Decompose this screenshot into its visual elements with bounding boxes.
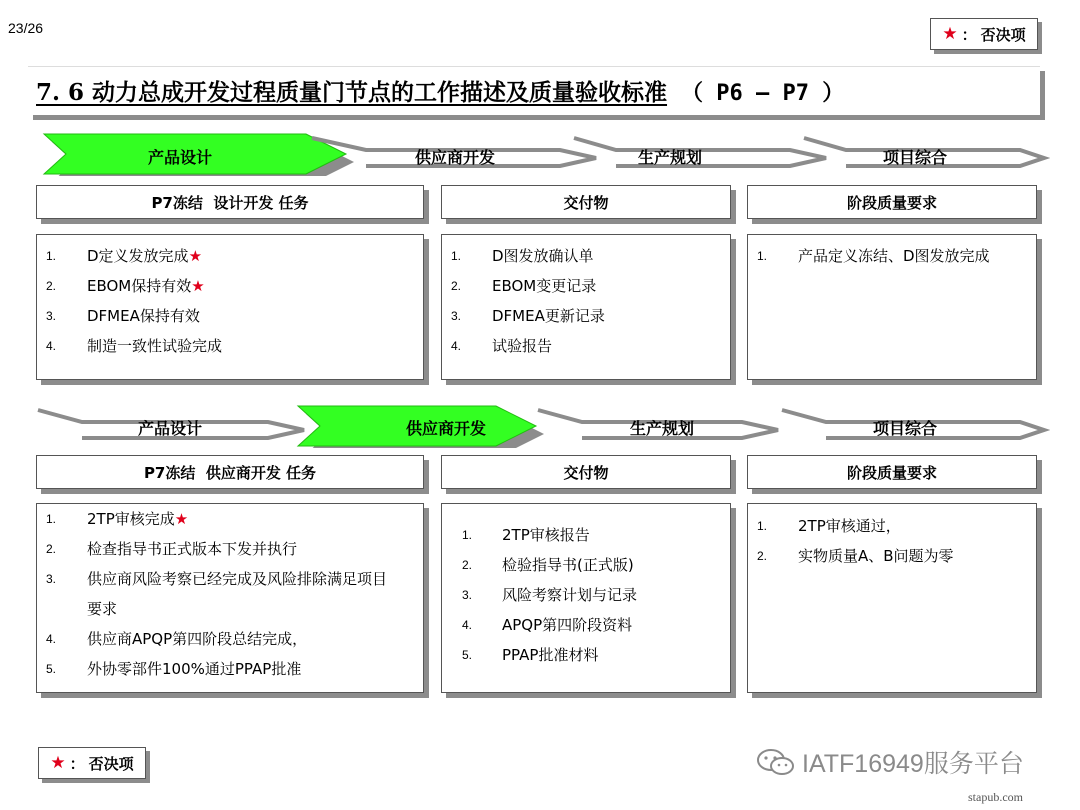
deliverables-header-1: 交付物 (441, 185, 731, 219)
phase-label-production-1: 生产规划 (637, 148, 702, 167)
requirement-item-2-2: 2. 实物质量A、B问题为零 (757, 547, 954, 565)
veto-legend-top (930, 18, 1038, 50)
legend-separator: ： (69, 754, 85, 773)
deliverable-item-1-3: 3. DFMEA更新记录 (451, 307, 605, 325)
tasks-header-1: P7冻结 设计开发 任务 (36, 185, 424, 219)
title-phase-range: （ P6 — P7 ） (681, 81, 845, 106)
requirements-box-1 (747, 234, 1037, 380)
deliverable-item-2-4: 4. APQP第四阶段资料 (462, 616, 633, 634)
red-star-icon: ★ (942, 24, 958, 44)
task-item-2-3: 3. 供应商风险考察已经完成及风险排除满足项目 (46, 570, 388, 588)
watermark (756, 744, 1024, 780)
phase-label-product-design-1: 产品设计 (147, 148, 212, 167)
page-number: 23/26 (8, 20, 44, 36)
tasks-box-2 (36, 503, 424, 693)
task-item-2-3-cont: 要求 (87, 600, 118, 618)
requirements-header-1: 阶段质量要求 (747, 185, 1037, 219)
phase-label-production-2: 生产规划 (629, 419, 694, 438)
page-title (36, 74, 844, 107)
veto-star-icon: ★ (188, 247, 203, 265)
task-item-2-2: 2. 检查指导书正式版本下发并执行 (46, 540, 298, 558)
task-item-1-4: 4. 制造一致性试验完成 (46, 337, 223, 355)
task-item-2-4: 4. 供应商APQP第四阶段总结完成， (46, 630, 308, 648)
legend-label: 否决项 (980, 25, 1026, 44)
task-item-2-5: 5. 外协零部件100%通过PPAP批准 (46, 660, 302, 678)
requirement-item-1-1: 1. 产品定义冻结、D图发放完成 (757, 247, 990, 265)
deliverables-header-2: 交付物 (441, 455, 731, 489)
requirements-header-2: 阶段质量要求 (747, 455, 1037, 489)
requirements-box-2 (747, 503, 1037, 693)
deliverable-item-1-2: 2. EBOM变更记录 (451, 277, 597, 295)
watermark-text: IATF16949服务平台 (802, 750, 1024, 778)
site-watermark: stapub.com (968, 790, 1023, 804)
deliverables-box-2 (441, 503, 731, 693)
deliverable-item-1-1: 1. D图发放确认单 (451, 247, 594, 265)
phase-label-product-design-2: 产品设计 (137, 419, 202, 438)
phase-label-supplier-1: 供应商开发 (414, 148, 495, 167)
tasks-header-2: P7冻结 供应商开发 任务 (36, 455, 424, 489)
phase-label-supplier-2: 供应商开发 (405, 419, 486, 438)
veto-star-icon: ★ (191, 277, 205, 295)
task-item-1-3: 3. DFMEA保持有效 (46, 307, 200, 325)
deliverables-box-1 (441, 234, 731, 380)
task-item-1-1: 1. D定义发放完成★ (46, 247, 203, 265)
wechat-icon (756, 747, 796, 777)
tasks-box-1 (36, 234, 424, 380)
task-item-2-1: 1. 2TP审核完成★ (46, 510, 189, 528)
phase-label-project-1: 项目综合 (882, 148, 947, 167)
legend-label: 否决项 (88, 754, 134, 773)
legend-separator: ： (961, 25, 977, 44)
veto-star-icon: ★ (174, 510, 189, 528)
title-main: 7. 6 动力总成开发过程质量门节点的工作描述及质量验收标准 (36, 79, 668, 106)
deliverable-item-2-1: 1. 2TP审核报告 (462, 526, 590, 544)
phase-label-project-2: 项目综合 (872, 419, 937, 438)
deliverable-item-2-5: 5. PPAP批准材料 (462, 646, 599, 664)
deliverable-item-2-3: 3. 风险考察计划与记录 (462, 586, 638, 604)
veto-legend-bottom (38, 747, 146, 779)
deliverable-item-2-2: 2. 检验指导书(正式版) (462, 556, 634, 574)
deliverable-item-1-4: 4. 试验报告 (451, 337, 553, 355)
red-star-icon: ★ (50, 753, 66, 773)
task-item-1-2: 2. EBOM保持有效★ (46, 277, 205, 295)
requirement-item-2-1: 1. 2TP审核通过， (757, 517, 901, 535)
